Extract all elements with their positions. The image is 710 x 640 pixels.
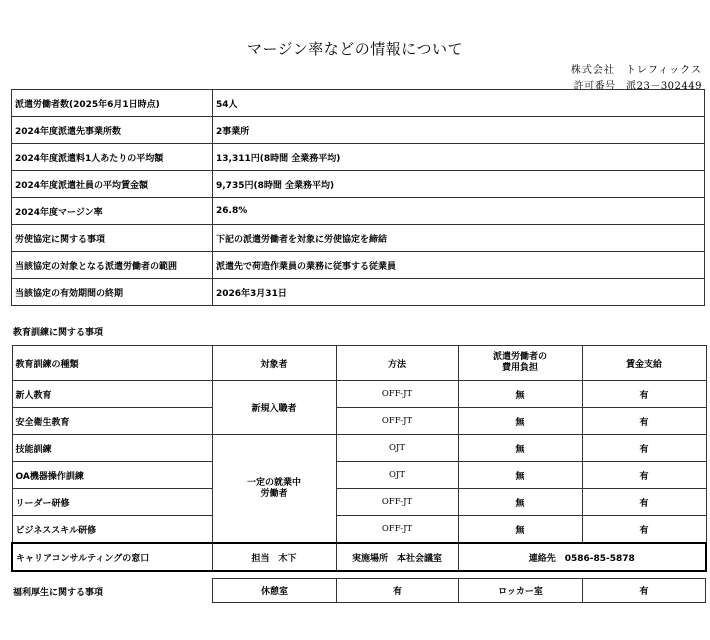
training-wage: 有 [582, 381, 706, 408]
table-row [12, 516, 706, 544]
welfare-item-name: 休憩室 [213, 579, 337, 603]
info-value: 2026年3月31日 [213, 279, 705, 306]
col-header-cost [458, 346, 582, 381]
table-row [12, 462, 706, 489]
info-label: 2024年度派遣先事業所数 [12, 117, 213, 144]
col-header-cost-line1: 派遣労働者の [492, 352, 547, 362]
training-cost: 無 [458, 408, 582, 435]
career-place: 実施場所 本社会議室 [336, 543, 458, 571]
info-value: 派遣先で荷造作業員の業務に従事する従業員 [213, 252, 705, 279]
table-row [12, 408, 706, 435]
info-value: 26.8% [213, 198, 705, 225]
training-method: OFF-JT [336, 489, 458, 516]
training-type: 新人教育 [12, 381, 212, 408]
target-employed-line2: 労働者 [260, 488, 288, 499]
info-value: 13,311円(8時間 全業務平均) [213, 144, 705, 171]
career-consulting-row [12, 543, 706, 571]
info-table [11, 89, 705, 306]
training-type: OA機器操作訓練 [12, 462, 212, 489]
info-label: 労使協定に関する事項 [12, 225, 213, 252]
info-row [12, 252, 705, 279]
welfare-item-value: 有 [337, 579, 459, 603]
training-cost: 無 [458, 435, 582, 462]
training-header-row [12, 346, 706, 381]
license-number: 許可番号 派23－302449 [573, 81, 702, 92]
col-header-target: 対象者 [212, 346, 336, 381]
training-method: OFF-JT [336, 408, 458, 435]
training-section-label: 教育訓練に関する事項 [13, 328, 104, 338]
target-employed-line1: 一定の就業中 [246, 477, 301, 488]
info-row [12, 171, 705, 198]
training-method: OFF-JT [336, 381, 458, 408]
training-table [11, 345, 707, 572]
info-row [12, 90, 705, 117]
target-new-hires: 新規入職者 [212, 381, 336, 435]
training-cost: 無 [458, 462, 582, 489]
col-header-type: 教育訓練の種類 [12, 346, 212, 381]
table-row [12, 381, 706, 408]
info-row [12, 198, 705, 225]
training-method: OJT [336, 462, 458, 489]
info-label: 2024年度派遣料1人あたりの平均額 [12, 144, 213, 171]
training-wage: 有 [582, 489, 706, 516]
training-cost: 無 [458, 381, 582, 408]
table-row [12, 435, 706, 462]
training-wage: 有 [582, 516, 706, 544]
info-label: 2024年度派遣社員の平均賃金額 [12, 171, 213, 198]
page-title: マージン率などの情報について [246, 40, 464, 58]
welfare-row [213, 579, 706, 603]
training-type: 技能訓練 [12, 435, 212, 462]
training-type: 安全衛生教育 [12, 408, 212, 435]
info-row [12, 225, 705, 252]
col-header-cost-line2: 費用負担 [501, 363, 538, 373]
info-value: 54人 [213, 90, 705, 117]
training-method: OFF-JT [336, 516, 458, 544]
career-contact: 連絡先 0586-85-5878 [458, 543, 706, 571]
training-wage: 有 [582, 408, 706, 435]
info-value: 9,735円(8時間 全業務平均) [213, 171, 705, 198]
info-label: 当該協定の対象となる派遣労働者の範囲 [12, 252, 213, 279]
info-row [12, 144, 705, 171]
training-wage: 有 [582, 462, 706, 489]
training-wage: 有 [582, 435, 706, 462]
welfare-item-value: 有 [583, 579, 706, 603]
welfare-item-name: ロッカー室 [459, 579, 583, 603]
training-cost: 無 [458, 516, 582, 544]
info-value: 下記の派遣労働者を対象に労使協定を締結 [213, 225, 705, 252]
info-label: 2024年度マージン率 [12, 198, 213, 225]
table-row [12, 489, 706, 516]
col-header-wage: 賃金支給 [582, 346, 706, 381]
career-label: キャリアコンサルティングの窓口 [12, 543, 212, 571]
info-row [12, 117, 705, 144]
training-type: ビジネススキル研修 [12, 516, 212, 544]
welfare-section-label: 福利厚生に関する事項 [13, 588, 104, 598]
welfare-table [212, 578, 706, 603]
training-cost: 無 [458, 489, 582, 516]
info-value: 2事業所 [213, 117, 705, 144]
info-label: 派遣労働者数(2025年6月1日時点) [12, 90, 213, 117]
training-method: OJT [336, 435, 458, 462]
company-name: 株式会社 トレフィックス [570, 65, 702, 76]
col-header-method: 方法 [336, 346, 458, 381]
info-label: 当該協定の有効期間の終期 [12, 279, 213, 306]
training-type: リーダー研修 [12, 489, 212, 516]
info-row [12, 279, 705, 306]
career-person: 担当 木下 [212, 543, 336, 571]
target-employed [212, 435, 336, 544]
